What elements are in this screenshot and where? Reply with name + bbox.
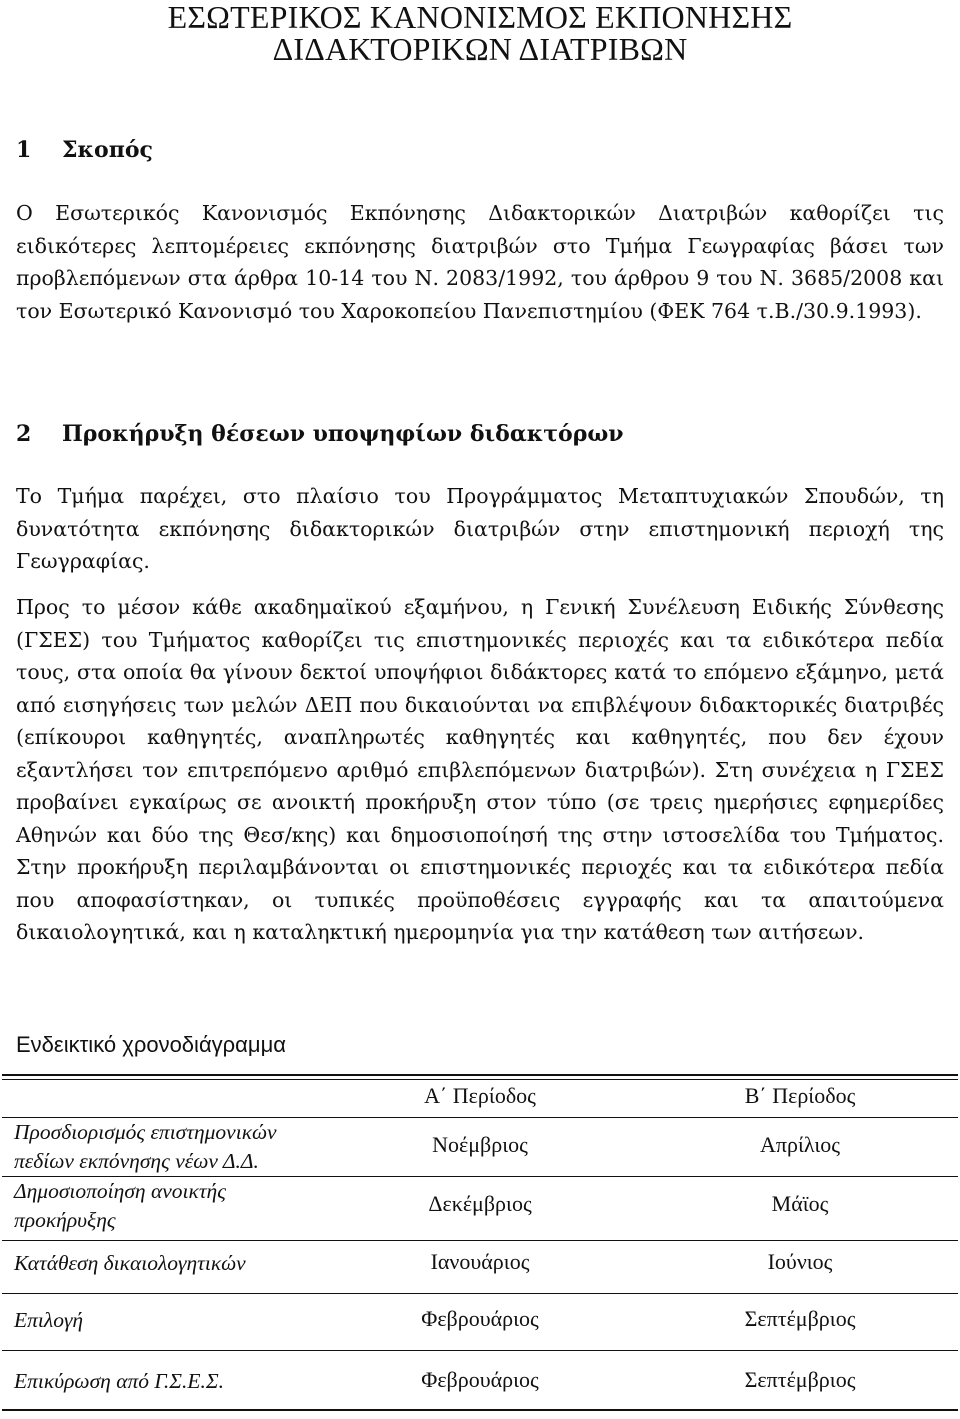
section-1-paragraph: Ο Εσωτερικός Κανονισμός Εκπόνησης Διδακτορικών Διατριβών καθορίζει τις ειδικότερες λεπτομέρειες εκπόνησης διατριβών στο Τμήμα Γεωγραφίας βάσει των προβλεπόμενων στα άρθρα 10-14 του Ν. 2083/1992, του άρθρου 9 του Ν. 3685/2008 και τον Εσωτερικό Κανονισμό του Χαροκοπείου Πανεπιστημίου (ΦΕΚ 764 τ.Β./30.9.1993). [16, 201, 944, 323]
section-2-number: 2 [16, 421, 32, 447]
row-label: Επικύρωση από Γ.Σ.Ε.Σ. [14, 1369, 225, 1393]
section-1-number: 1 [16, 137, 32, 163]
row-rule [2, 1293, 958, 1294]
document-title-line-2: ΔΙΔΑΚΤΟΡΙΚΩΝ ΔΙΑΤΡΙΒΩΝ [272, 31, 688, 67]
row-label-line-2: πεδίων εκπόνησης νέων Δ.Δ. [14, 1149, 259, 1173]
table-top-rule-2 [2, 1079, 958, 1080]
row-value-a: Δεκέμβριος [428, 1191, 532, 1216]
row-label [14, 1118, 354, 1176]
row-value-a: Φεβρουάριος [421, 1367, 539, 1392]
section-1-heading [16, 137, 153, 163]
column-header-a: Α΄ Περίοδος [424, 1083, 536, 1108]
row-rule [2, 1240, 958, 1241]
row-value-a: Φεβρουάριος [421, 1306, 539, 1331]
document-title-line-1: ΕΣΩΤΕΡΙΚΟΣ ΚΑΝΟΝΙΣΜΟΣ ΕΚΠΟΝΗΣΗΣ [167, 0, 793, 35]
row-value-a: Ιανουάριος [430, 1249, 530, 1274]
row-label [14, 1177, 354, 1235]
row-label: Επιλογή [14, 1308, 84, 1332]
row-value-b: Μάϊος [771, 1191, 829, 1216]
section-2-heading [16, 421, 624, 447]
section-2-title: Προκήρυξη θέσεων υποψηφίων διδακτόρων [62, 421, 624, 447]
row-rule [2, 1350, 958, 1351]
row-value-b: Σεπτέμβριος [744, 1367, 856, 1392]
column-header-b: Β΄ Περίοδος [744, 1083, 856, 1108]
row-label: Κατάθεση δικαιολογητικών [14, 1251, 246, 1275]
schedule-title: Ενδεικτικό χρονοδιάγραμμα [16, 1032, 286, 1057]
row-label-line-1: Δημοσιοποίηση ανοικτής [14, 1179, 226, 1203]
row-label-line-2: προκήρυξης [14, 1208, 116, 1232]
table-top-rule [2, 1074, 958, 1076]
section-2-paragraph-2: Προς το μέσον κάθε ακαδημαϊκού εξαμήνου, η Γενική Συνέλευση Ειδικής Σύνθεσης (ΓΣΕΣ) του Τμήματος καθορίζει τις επιστημονικές περιοχές και τα ειδικότερα πεδία τους, στα οποία θα γίνουν δεκτοί υποψήφιοι διδάκτορες κατά το επόμενο εξάμηνο, μετά από εισηγήσεις των μελών ΔΕΠ που δικαιούνται να επιβλέψουν διδακτορικές διατριβές (επίκουροι καθηγητές, αναπληρωτές καθηγητές και καθηγητές, που δεν έχουν εξαντλήσει τον επιτρεπόμενο αριθμό επιβλεπόμενων διατριβών). Στη συνέχεια η ΓΣΕΣ προβαίνει εγκαίρως σε ανοικτή προκήρυξη στον τύπο (σε τρεις ημερήσιες εφημερίδες Αθηνών και δύο της Θεσ/κης) και δημοσιοποίησή της στην ιστοσελίδα του Τμήματος. Στην προκήρυξη περιλαμβάνονται οι επιστημονικές περιοχές και τα ειδικότερα πεδία που αποφασίστηκαν, οι τυπικές προϋποθέσεις εγγραφής και τα απαιτούμενα δικαιολογητικά, και η καταληκτική ημερομηνία για την κατάθεση των αιτήσεων. [16, 595, 944, 944]
table-bottom-rule [2, 1409, 958, 1411]
row-value-b: Ιούνιος [767, 1249, 833, 1274]
section-1-title: Σκοπός [62, 137, 153, 163]
row-value-a: Νοέμβριος [432, 1132, 528, 1157]
row-label-line-1: Προσδιορισμός επιστημονικών [14, 1120, 277, 1144]
section-2-paragraph-1: Το Τμήμα παρέχει, στο πλαίσιο του Προγράμματος Μεταπτυχιακών Σπουδών, τη δυνατότητα εκπόνησης διδακτορικών διατριβών στην επιστημονική περιοχή της Γεωγραφίας. [16, 484, 944, 573]
row-value-b: Σεπτέμβριος [744, 1306, 856, 1331]
row-value-b: Απρίλιος [760, 1132, 840, 1157]
